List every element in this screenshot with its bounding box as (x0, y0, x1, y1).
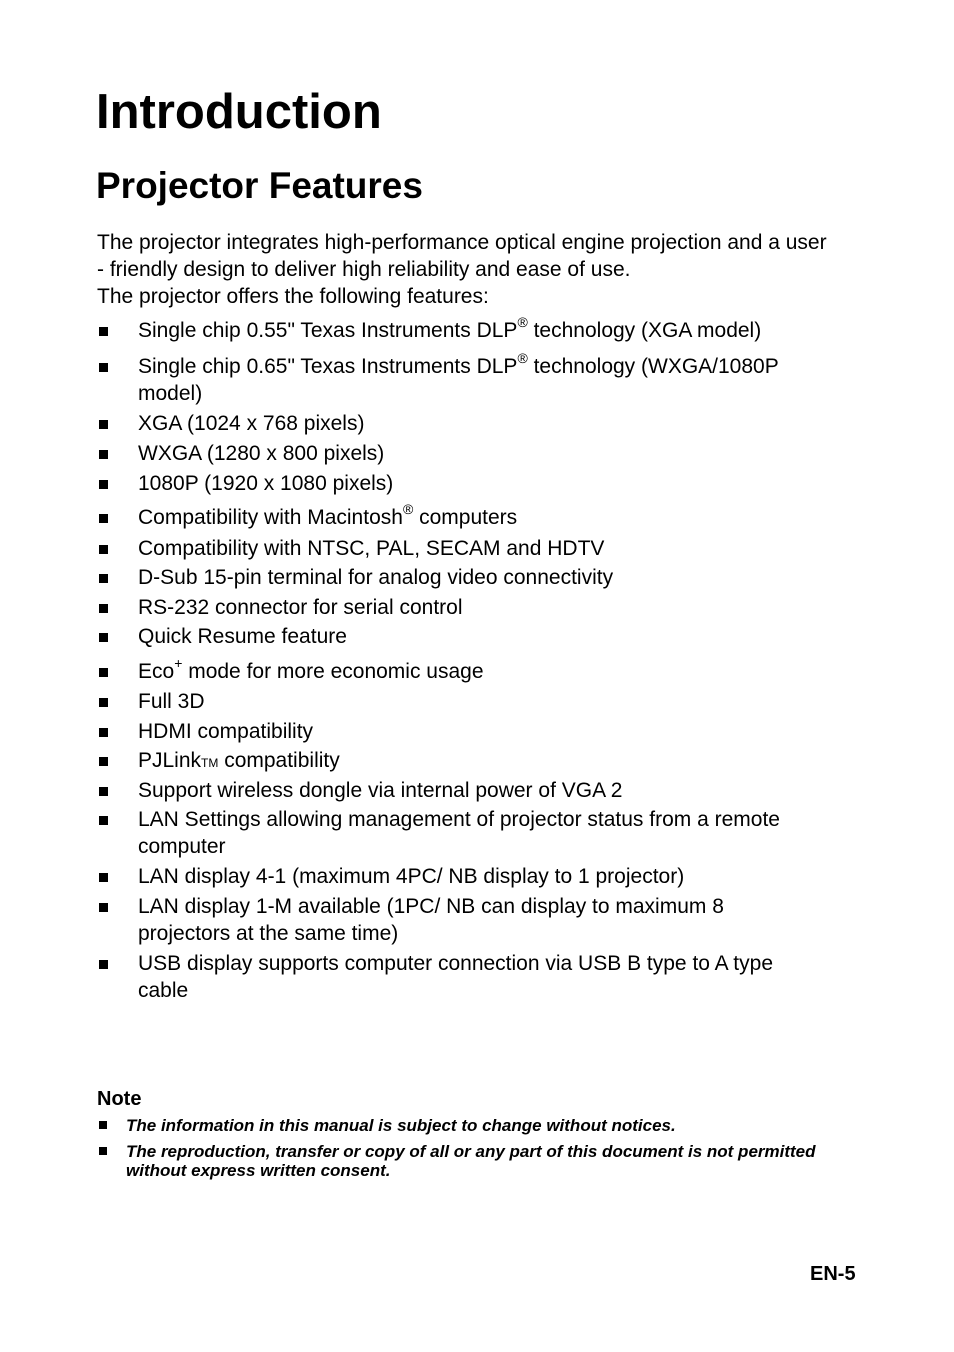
manual-page: Introduction Projector Features The projector integrates high-performance optical engine projection and a user - friendly design to deliver high reliability and ease of use. The projector offers the following features: Single chip 0.55" Texas Instruments DLP® technology (XGA model) Single chip 0.65" Texas Instruments DLP® technology (WXGA/1080P model) XGA (1024 x 768 pixels) WXGA (1280 x 800 pixels) 1080P (1920 x 1080 pixels) Compatibility with Macintosh® computers Compatibility with NTSC, PAL, SECAM and HDTV D-Sub 15-pin terminal for analog video connectivity RS-232 connector for serial control Quick Resume feature Eco+ mode for more economic usage Full 3D HDMI compatibility PJLinkTM compatibility Support wireless dongle via internal power of VGA 2 LAN Settings allowing management of projector status from a remote computer LAN display 4-1 (maximum 4PC/ NB display to 1 projector) LAN display 1-M available (1PC/ NB can display to maximum 8 projectors at the same time) USB display supports computer connection via USB B type to A type cable Note The information in this manual is subject to change without notices. The reproduction, transfer or copy of all or any part of this document is not permitted without express written consent. EN-5 (0, 0, 954, 1352)
square-bullet-icon (99, 1147, 107, 1155)
square-bullet-icon (99, 787, 108, 796)
square-bullet-icon (99, 480, 108, 489)
square-bullet-icon (99, 574, 108, 583)
square-bullet-icon (99, 873, 108, 882)
square-bullet-icon (99, 450, 108, 459)
square-bullet-icon (99, 757, 108, 766)
square-bullet-icon (99, 960, 108, 969)
square-bullet-icon (99, 363, 108, 372)
square-bullet-icon (99, 633, 108, 642)
square-bullet-icon (99, 816, 108, 825)
page-number: EN-5 (810, 1263, 856, 1285)
square-bullet-icon (99, 668, 108, 677)
square-bullet-icon (99, 514, 108, 523)
square-bullet-icon (99, 728, 108, 737)
page-heading: Introduction (96, 85, 382, 139)
square-bullet-icon (99, 1121, 107, 1129)
square-bullet-icon (99, 604, 108, 613)
note-title: Note (97, 1088, 142, 1110)
square-bullet-icon (99, 903, 108, 912)
intro-line: The projector offers the following features: (97, 285, 489, 308)
intro-line: The projector integrates high-performance optical engine projection and a user (97, 231, 827, 254)
section-title: Projector Features (96, 165, 423, 206)
square-bullet-icon (99, 545, 108, 554)
intro-line: - friendly design to deliver high reliability and ease of use. (97, 258, 631, 281)
square-bullet-icon (99, 327, 108, 336)
intro-paragraph (97, 229, 872, 310)
square-bullet-icon (99, 698, 108, 707)
square-bullet-icon (99, 420, 108, 429)
